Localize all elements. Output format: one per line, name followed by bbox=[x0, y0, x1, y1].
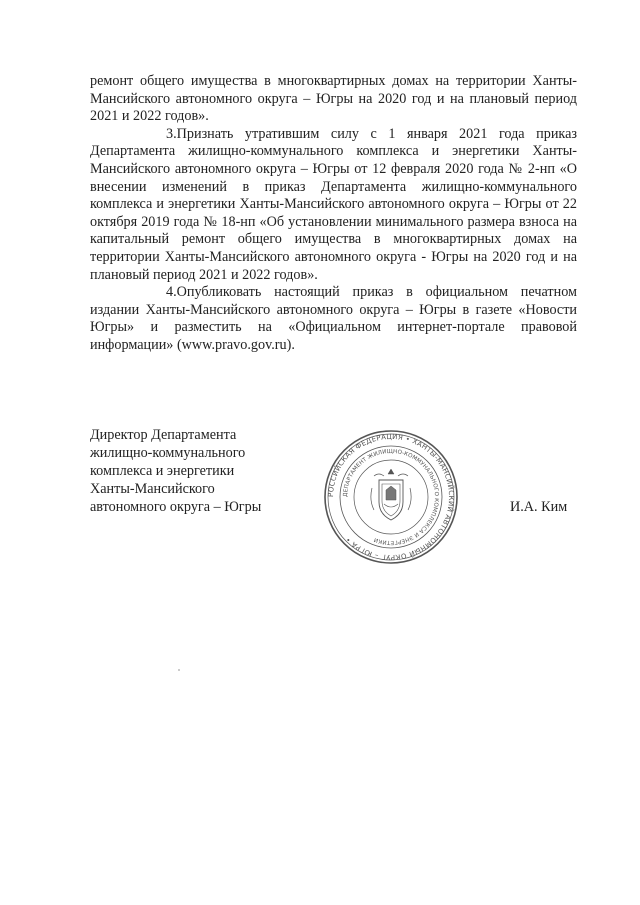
paragraph-number: 3. bbox=[166, 125, 177, 142]
document-body bbox=[90, 73, 577, 355]
position-line: Ханты-Мансийского bbox=[90, 481, 215, 497]
scan-speck bbox=[178, 669, 180, 671]
paragraph-text: Признать утратившим силу с 1 января 2021 года приказ Департамента жилищно-коммунального комплекса и энергетики Ханты-Мансийского автономного округа – Югры от 12 февраля 2020 года № 2-нп «О внесении изменений в приказ Департамента жилищно-коммунального комплекса и энергетики Ханты-Мансийского автономного округа – Югры от 22 октября 2019 года № 18-нп «Об установлении минимального размера взноса на капитальный ремонт общего имущества в многоквартирных домах на территории Ханты-Мансийского автономного округа - Югры на 2020 год и на плановый период 2021 и 2022 годов». bbox=[90, 125, 577, 283]
paragraph-4 bbox=[90, 284, 577, 354]
paragraph-3 bbox=[90, 126, 577, 284]
paragraph-text: Опубликовать настоящий приказ в официальном печатном издании Ханты-Мансийского автономного округа – Югры в газете «Новости Югры» и разместить на «Официальном интернет-портале правовой информации» (www.pravo.gov.ru). bbox=[90, 284, 577, 353]
paragraph-text: ремонт общего имущества в многоквартирных домах на территории Ханты-Мансийского автономного округа – Югры на 2020 год и на плановый период 2021 и 2022 годов». bbox=[90, 73, 577, 125]
position-line: жилищно-коммунального bbox=[90, 445, 246, 461]
seal-inner-text: ДЕПАРТАМЕНТ ЖИЛИЩНО-КОММУНАЛЬНОГО КОМПЛЕКСА И ЭНЕРГЕТИКИ bbox=[342, 448, 440, 546]
coat-of-arms-icon bbox=[371, 469, 411, 520]
paragraph-number: 4. bbox=[166, 284, 177, 301]
position-line: Директор Департамента bbox=[90, 427, 237, 443]
official-seal-icon bbox=[322, 428, 460, 566]
signatory-position bbox=[90, 426, 310, 516]
position-line: автономного округа – Югры bbox=[90, 499, 262, 515]
signatory-name: И.А. Ким bbox=[510, 499, 568, 515]
position-line: комплекса и энергетики bbox=[90, 463, 235, 479]
paragraph-continuation bbox=[90, 73, 577, 126]
seal-outer-text: РОССИЙСКАЯ ФЕДЕРАЦИЯ • ХАНТЫ-МАНСИЙСКИЙ АВТОНОМНЫЙ ОКРУГ – ЮГРА • bbox=[326, 432, 456, 562]
